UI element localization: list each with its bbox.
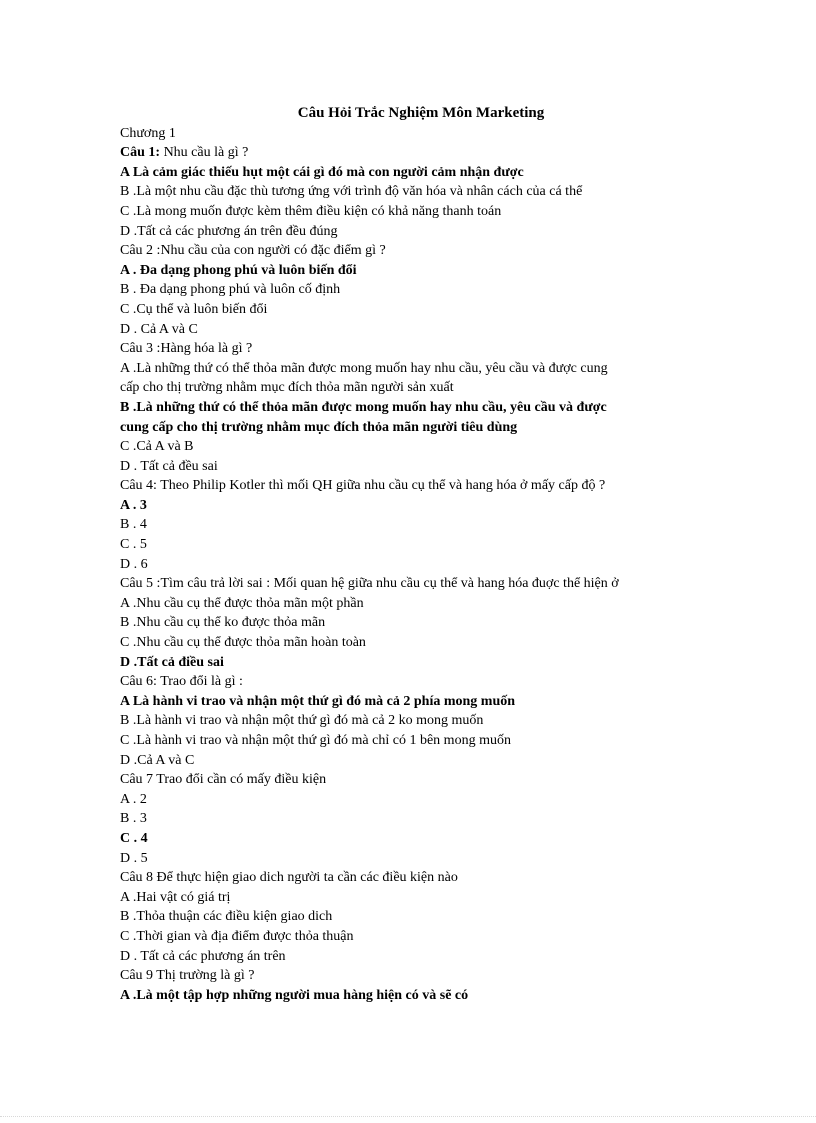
document-line: D . 6	[120, 556, 148, 572]
document-line: Câu 7 Trao đổi cần có mấy điều kiện	[120, 772, 327, 788]
answer-line-correct: D .Tất cả điều sai	[120, 654, 224, 670]
document-line: Chương 1	[120, 125, 176, 141]
document-line: B . Đa dạng phong phú và luôn cố định	[120, 282, 341, 298]
question-text: Nhu cầu là gì ?	[160, 145, 249, 161]
document-page	[120, 104, 700, 1005]
document-line: B .Là một nhu cầu đặc thù tương ứng với trình độ văn hóa và nhân cách của cá thể	[120, 184, 583, 200]
document-line: C .Cụ thể và luôn biến đổi	[120, 301, 268, 317]
document-line: B . 3	[120, 811, 147, 827]
document-line: D . Tất cả đều sai	[120, 458, 218, 474]
document-line: Câu 5 :Tìm câu trả lời sai : Mối quan hệ giữa nhu cầu cụ thể và hang hóa đuợc thể hiện ở	[120, 576, 619, 592]
document-line: A . 2	[120, 791, 147, 807]
answer-line-correct: C . 4	[120, 830, 148, 846]
answer-line-correct: A . Đa dạng phong phú và luôn biến đổi	[120, 262, 357, 278]
answer-line-correct: A Là hành vi trao và nhận một thứ gì đó mà cả 2 phía mong muốn	[120, 693, 516, 709]
document-line: C .Là hành vi trao và nhận một thứ gì đó mà chỉ có 1 bên mong muốn	[120, 733, 511, 748]
document-line: B .Thỏa thuận các điều kiện giao dich	[120, 909, 333, 925]
document-line: C . 5	[120, 537, 147, 553]
document-line: D .Cả A và C	[120, 752, 195, 768]
document-line: B .Nhu cầu cụ thể ko được thỏa mãn	[120, 615, 326, 631]
document-line: B . 4	[120, 517, 147, 533]
answer-line-correct: A . 3	[120, 497, 147, 513]
document-line: C .Là mong muốn được kèm thêm điều kiện có khả năng thanh toán	[120, 203, 502, 219]
document-line: Câu 6: Trao đổi là gì :	[120, 674, 243, 690]
document-line: A .Nhu cầu cụ thể được thỏa mãn một phần	[120, 595, 364, 611]
answer-line-correct: B .Là những thứ có thể thỏa mãn được mong muốn hay nhu cầu, yêu cầu và được	[120, 399, 607, 415]
document-line: C .Cả A và B	[120, 439, 194, 455]
document-line: D . Cả A và C	[120, 321, 198, 337]
page-bottom-rule	[0, 1116, 816, 1117]
document-line: D . 5	[120, 850, 148, 866]
document-line: cấp cho thị trường nhằm mục đích thỏa mãn người sản xuất	[120, 380, 454, 396]
document-line: A .Là những thứ có thể thỏa mãn được mong muốn hay nhu cầu, yêu cầu và được cung	[120, 360, 608, 376]
question-list	[120, 124, 700, 1006]
answer-line-correct: cung cấp cho thị trường nhằm mục đích thỏa mãn người tiêu dùng	[120, 419, 518, 435]
document-line: D . Tất cả các phương án trên	[120, 948, 286, 964]
document-line	[120, 143, 700, 163]
document-line: C .Thời gian và địa điểm được thỏa thuận	[120, 928, 354, 944]
question-label: Câu 1:	[120, 145, 161, 161]
document-line: C .Nhu cầu cụ thể được thỏa mãn hoàn toàn	[120, 635, 366, 651]
document-line: D .Tất cả các phương án trên đều đúng	[120, 223, 338, 239]
document-line: Câu 3 :Hàng hóa là gì ?	[120, 341, 253, 357]
answer-line-correct: A .Là một tập hợp những người mua hàng hiện có và sẽ có	[120, 987, 469, 1003]
document-line: Câu 9 Thị trường là gì ?	[120, 968, 255, 984]
document-line: Câu 2 :Nhu cầu của con người có đặc điểm gì ?	[120, 243, 386, 259]
document-line: Câu 8 Để thực hiện giao dich người ta cần các điều kiện nào	[120, 870, 458, 886]
document-line: Câu 4: Theo Philip Kotler thì mối QH giữa nhu cầu cụ thể và hang hóa ở mấy cấp độ ?	[120, 478, 606, 494]
answer-line-correct: A Là cảm giác thiếu hụt một cái gì đó mà con người cảm nhận được	[120, 164, 524, 180]
document-title: Câu Hỏi Trắc Nghiệm Môn Marketing	[297, 105, 545, 121]
document-line: B .Là hành vi trao và nhận một thứ gì đó mà cả 2 ko mong muốn	[120, 713, 484, 729]
document-line: A .Hai vật có giá trị	[120, 889, 231, 905]
